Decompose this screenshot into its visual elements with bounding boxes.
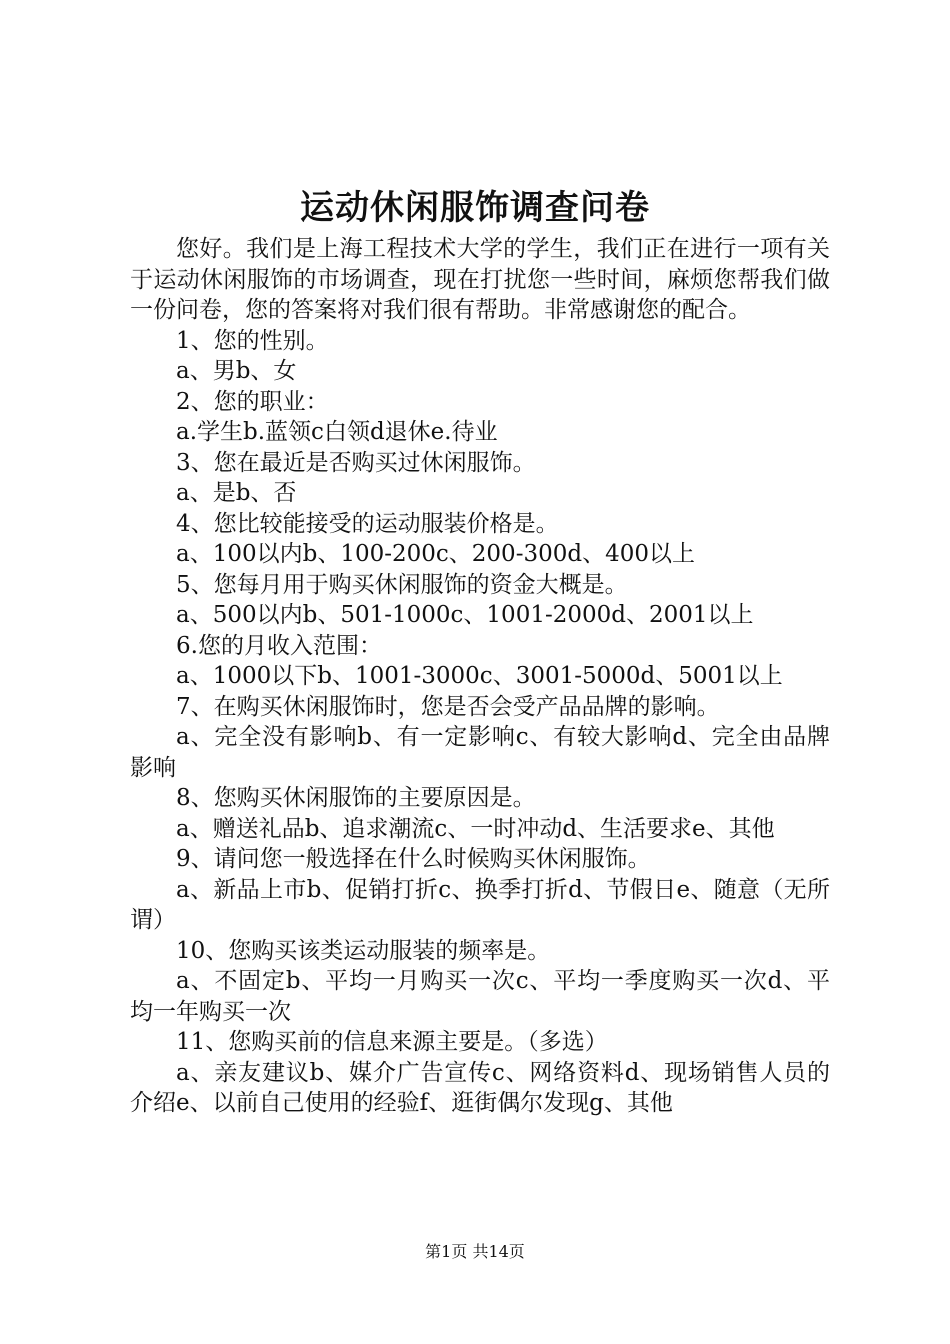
- intro-paragraph: 您好。我们是上海工程技术大学的学生，我们正在进行一项有关于运动休闲服饰的市场调查，现在打扰您一些时间，麻烦您帮我们做一份问卷，您的答案将对我们很有帮助。非常感谢您的配合。: [130, 236, 830, 323]
- document-body: [130, 234, 830, 1119]
- answer-options-10: a、不固定b、平均一月购买一次c、平均一季度购买一次d、平均一年购买一次: [130, 968, 830, 1025]
- question-11: 11、您购买前的信息来源主要是。（多选）: [176, 1029, 608, 1055]
- question-2: 2、您的职业：: [176, 388, 329, 415]
- page-number-footer: 第1页 共14页: [425, 1242, 525, 1261]
- question-3: 3、您在最近是否购买过休闲服饰。: [176, 449, 536, 476]
- question-10: 10、您购买该类运动服装的频率是。: [176, 937, 551, 964]
- document-title: 运动休闲服饰调查问卷: [300, 188, 650, 228]
- answer-options-11: a、亲友建议b、媒介广告宣传c、网络资料d、现场销售人员的介绍e、以前自己使用的经验f、逛街偶尔发现g、其他: [130, 1059, 830, 1116]
- answer-options-5: a、500以内b、501-1000c、1001-2000d、2001以上: [176, 602, 754, 628]
- answer-options-6: a、1000以下b、1001-3000c、3001-5000d、5001以上: [176, 663, 783, 689]
- answer-options-4: a、100以内b、100-200c、200-300d、400以上: [176, 541, 695, 567]
- answer-options-1: a、男b、女: [176, 358, 297, 384]
- question-7: 7、在购买休闲服饰时，您是否会受产品品牌的影响。: [176, 693, 720, 720]
- answer-options-7: a、完全没有影响b、有一定影响c、有较大影响d、完全由品牌影响: [130, 724, 830, 781]
- answer-options-9: a、新品上市b、促销打折c、换季打折d、节假日e、随意（无所谓）: [130, 876, 830, 933]
- question-6: 6.您的月收入范围：: [176, 632, 382, 659]
- answer-options-8: a、赠送礼品b、追求潮流c、一时冲动d、生活要求e、其他: [176, 815, 775, 842]
- question-4: 4、您比较能接受的运动服装价格是。: [176, 510, 559, 537]
- question-5: 5、您每月用于购买休闲服饰的资金大概是。: [176, 571, 628, 598]
- question-1: 1、您的性别。: [176, 327, 329, 354]
- answer-options-2: a.学生b.蓝领c白领d退休e.待业: [176, 419, 498, 445]
- question-8: 8、您购买休闲服饰的主要原因是。: [176, 785, 536, 811]
- answer-options-3: a、是b、否: [176, 480, 297, 506]
- question-9: 9、请问您一般选择在什么时候购买休闲服饰。: [176, 846, 651, 872]
